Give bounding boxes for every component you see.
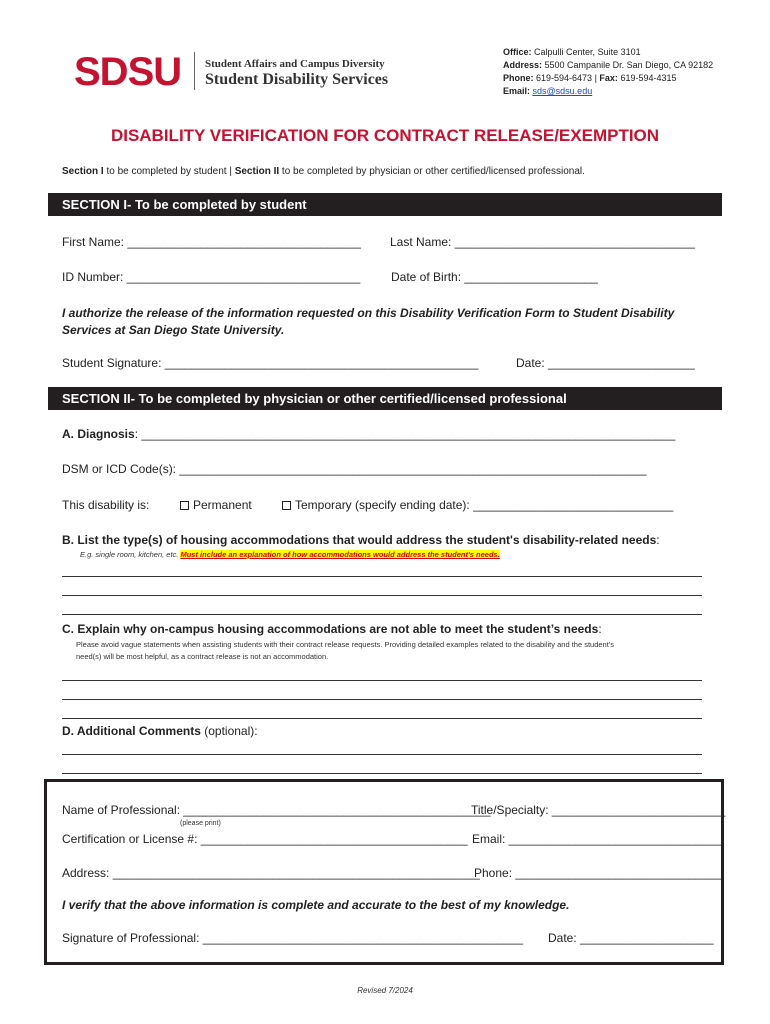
permanent-label: Permanent bbox=[193, 498, 252, 512]
section-b-example: E.g. single room, kitchen, etc. bbox=[80, 550, 181, 559]
revision-date: Revised 7/2024 bbox=[357, 986, 413, 995]
office-label: Office: bbox=[503, 47, 532, 57]
email-link[interactable]: sds@sdsu.edu bbox=[532, 86, 593, 96]
sdsu-logo: SDSU bbox=[74, 50, 182, 94]
professional-date-field[interactable]: Date: ____________________ bbox=[548, 931, 714, 945]
student-date-field[interactable]: Date: ______________________ bbox=[516, 356, 695, 370]
answer-line-d1[interactable] bbox=[62, 754, 702, 755]
diagnosis-field[interactable] bbox=[62, 427, 675, 441]
temporary-checkbox[interactable] bbox=[282, 501, 291, 510]
professional-phone-field[interactable]: Phone: _______________________________ bbox=[474, 866, 723, 880]
dsm-code-field[interactable]: DSM or ICD Code(s): ______________________________________________________________________ bbox=[62, 462, 647, 476]
address-value: 5500 Campanile Dr. San Diego, CA 92182 bbox=[544, 60, 714, 70]
section-c-heading bbox=[62, 622, 602, 636]
permanent-option[interactable] bbox=[180, 498, 252, 512]
professional-signature-field[interactable]: Signature of Professional: ________________________________________________ bbox=[62, 931, 524, 945]
verify-statement: I verify that the above information is complete and accurate to the best of my knowledge. bbox=[62, 898, 570, 912]
section-c-label: C. Explain why on-campus housing accommodations are not able to meet the student’s needs bbox=[62, 622, 599, 636]
please-print-note: (please print) bbox=[180, 820, 221, 827]
dept-line2: Student Disability Services bbox=[205, 71, 389, 88]
section-d-heading bbox=[62, 724, 258, 738]
disability-is-label: This disability is: bbox=[62, 498, 150, 512]
dob-field[interactable]: Date of Birth: ____________________ bbox=[391, 270, 598, 284]
answer-line-b3[interactable] bbox=[62, 614, 702, 615]
section-b-warning: Must include an explanation of how accommodations would address the student's needs. bbox=[180, 550, 500, 559]
answer-line-c3[interactable] bbox=[62, 718, 702, 719]
diagnosis-label: A. Diagnosis bbox=[62, 427, 135, 441]
fax-label: Fax: bbox=[599, 73, 618, 83]
answer-line-c2[interactable] bbox=[62, 699, 702, 700]
intro-section2: Section II bbox=[234, 166, 280, 177]
section1-heading: SECTION I- To be completed by student bbox=[48, 193, 722, 216]
authorization-statement: I authorize the release of the information requested on this Disability Verification Form to Student Disability Services at San Diego State University. bbox=[62, 306, 675, 337]
phone-value: 619-594-6473 bbox=[536, 73, 593, 83]
answer-line-b2[interactable] bbox=[62, 595, 702, 596]
id-number-field[interactable]: ID Number: ___________________________________ bbox=[62, 270, 361, 284]
professional-email-field[interactable]: Email: ________________________________ bbox=[472, 832, 723, 846]
last-name-field[interactable]: Last Name: ____________________________________ bbox=[390, 235, 695, 249]
office-value: Calpulli Center, Suite 3101 bbox=[534, 47, 641, 57]
temporary-option[interactable] bbox=[282, 498, 673, 512]
section-c-colon: : bbox=[598, 622, 602, 636]
phone-label: Phone: bbox=[503, 73, 534, 83]
address-line bbox=[503, 59, 713, 71]
phone-line: Phone: 619-594-6473 | Fax: 619-594-4315 bbox=[503, 73, 677, 83]
email-line bbox=[503, 85, 592, 97]
section-c-note-2: need(s) will be most helpful, as a contract release is not an accommodation. bbox=[76, 652, 329, 661]
permanent-checkbox[interactable] bbox=[180, 501, 189, 510]
professional-title-field[interactable]: Title/Specialty: __________________________ bbox=[471, 803, 726, 817]
dept-line1: Student Affairs and Campus Diversity bbox=[205, 58, 385, 70]
answer-line-b1[interactable] bbox=[62, 576, 702, 577]
diagnosis-line: : ________________________________________________________________________________ bbox=[134, 427, 676, 441]
section-b-heading bbox=[62, 533, 660, 547]
email-label: Email: bbox=[503, 86, 531, 96]
answer-line-c1[interactable] bbox=[62, 680, 702, 681]
first-name-field[interactable]: First Name: ___________________________________ bbox=[62, 235, 361, 249]
form-intro bbox=[62, 166, 585, 177]
fax-value: 619-594-4315 bbox=[620, 73, 677, 83]
office-line bbox=[503, 46, 641, 58]
section-b-label: B. List the type(s) of housing accommodations that would address the student's disability-related needs bbox=[62, 533, 657, 547]
student-signature-field[interactable]: Student Signature: _______________________________________________ bbox=[62, 356, 479, 370]
professional-address-field[interactable]: Address: _______________________________________________________ bbox=[62, 866, 480, 880]
intro-text2: to be completed by physician or other certified/licensed professional. bbox=[279, 166, 585, 177]
intro-section1: Section I bbox=[62, 166, 104, 177]
logo-divider bbox=[194, 52, 195, 90]
section2-heading: SECTION II- To be completed by physician or other certified/licensed professional bbox=[48, 387, 722, 410]
answer-line-d2[interactable] bbox=[62, 773, 702, 774]
section-c-note-1: Please avoid vague statements when assisting students with their contract release requests. Providing detailed examples related to the disability and the student's bbox=[76, 640, 614, 649]
certification-field[interactable]: Certification or License #: ________________________________________ bbox=[62, 832, 468, 846]
section-b-note bbox=[80, 550, 500, 559]
intro-text1: to be completed by student | bbox=[103, 166, 235, 177]
section-b-colon: : bbox=[656, 533, 660, 547]
address-label: Address: bbox=[503, 60, 543, 70]
temporary-label: Temporary (specify ending date): ______________________________ bbox=[295, 498, 674, 512]
professional-name-field[interactable]: Name of Professional: ______________________________________________ bbox=[62, 803, 491, 817]
section-d-label: D. Additional Comments bbox=[62, 724, 201, 738]
form-title: DISABILITY VERIFICATION FOR CONTRACT RELEASE/EXEMPTION bbox=[110, 126, 660, 145]
section-d-optional: (optional): bbox=[200, 724, 258, 738]
